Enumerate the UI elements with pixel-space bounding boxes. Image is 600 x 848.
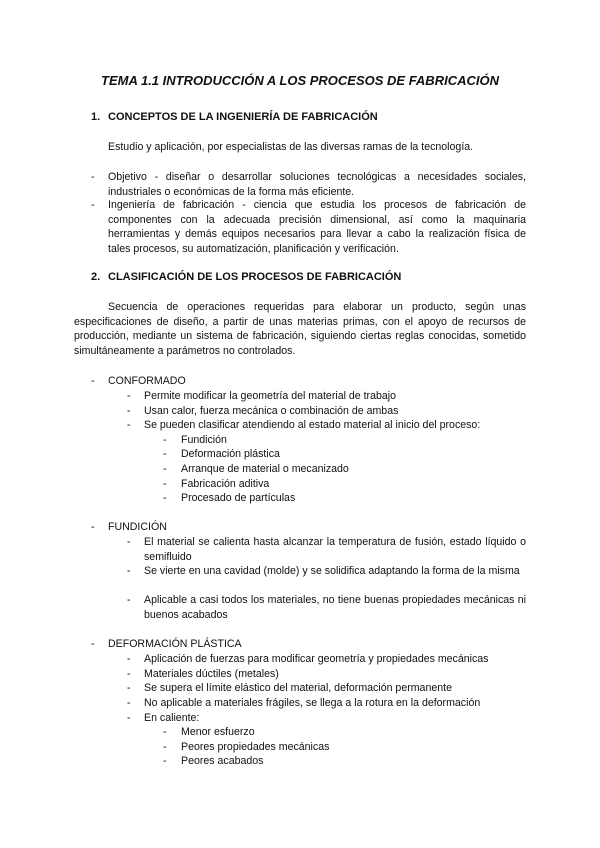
conformado-item: Permite modificar la geometría del material de trabajo: [144, 390, 397, 402]
list-dash: -: [127, 697, 131, 709]
conformado-item: Se pueden clasificar atendiendo al estado material al inicio del proceso:: [144, 419, 481, 431]
deformacion-subitem: Menor esfuerzo: [181, 726, 255, 738]
fundicion-label: FUNDICIÓN: [108, 521, 167, 533]
list-dash: -: [91, 638, 95, 650]
list-dash: -: [163, 755, 167, 767]
list-dash: -: [127, 419, 131, 431]
deformacion-item: Materiales dúctiles (metales): [144, 668, 279, 680]
list-dash: -: [127, 653, 131, 665]
section-2-paragraph: Secuencia de operaciones requeridas para elaborar un producto, según unas especificaciones de diseño, a partir de unas materias primas, con el apoyo de recursos de producción, mediante un sistema de fabricación, siguiendo ciertas reglas conocidas, sometido simultáneamente a parámetros no controlados.: [74, 301, 526, 357]
fundicion-item: Aplicable a casi todos los materiales, no tiene buenas propiedades mecánicas ni buenos acabados: [144, 594, 526, 621]
section-2-number: 2.: [91, 271, 101, 283]
list-dash: -: [163, 448, 167, 460]
list-dash: -: [163, 741, 167, 753]
deformacion-item: No aplicable a materiales frágiles, se llega a la rotura en la deformación: [144, 697, 481, 709]
list-dash: -: [127, 594, 131, 606]
page-title: TEMA 1.1 INTRODUCCIÓN A LOS PROCESOS DE FABRICACIÓN: [101, 73, 499, 88]
conformado-subitem: Procesado de partículas: [181, 492, 296, 504]
conformado-label: CONFORMADO: [108, 375, 186, 387]
conformado-subitem: Fabricación aditiva: [181, 478, 270, 490]
deformacion-label: DEFORMACIÓN PLÁSTICA: [108, 638, 242, 650]
fundicion-item: El material se calienta hasta alcanzar la temperatura de fusión, estado líquido o semifluido: [144, 536, 526, 563]
section-1-intro: Estudio y aplicación, por especialistas de las diversas ramas de la tecnología.: [108, 141, 474, 153]
list-dash: -: [127, 712, 131, 724]
list-dash: -: [127, 682, 131, 694]
bullet-dash: -: [91, 171, 95, 183]
conformado-item: Usan calor, fuerza mecánica o combinación de ambas: [144, 405, 399, 417]
conformado-subitem: Deformación plástica: [181, 448, 280, 460]
deformacion-subitem: Peores propiedades mecánicas: [181, 741, 330, 753]
deformacion-subitem: Peores acabados: [181, 755, 264, 767]
list-dash: -: [127, 536, 131, 548]
deformacion-item: En caliente:: [144, 712, 200, 724]
list-dash: -: [127, 668, 131, 680]
deformacion-item: Se supera el límite elástico del material, deformación permanente: [144, 682, 452, 694]
ingenieria-bullet: Ingeniería de fabricación - ciencia que estudia los procesos de fabricación de componentes con la adecuada precisión dimensional, así como la maquinaria herramientas y demás equipos necesarios para llevar a cabo la realización física de tales procesos, su automatización, planificación y verificación.: [108, 199, 526, 255]
list-dash: -: [127, 390, 131, 402]
list-dash: -: [163, 478, 167, 490]
conformado-subitem: Fundición: [181, 434, 227, 446]
section-1-number: 1.: [91, 111, 101, 123]
list-dash: -: [127, 405, 131, 417]
list-dash: -: [163, 434, 167, 446]
deformacion-item: Aplicación de fuerzas para modificar geometría y propiedades mecánicas: [144, 653, 489, 665]
list-dash: -: [163, 726, 167, 738]
conformado-subitem: Arranque de material o mecanizado: [181, 463, 349, 475]
list-dash: -: [127, 565, 131, 577]
section-2-title: CLASIFICACIÓN DE LOS PROCESOS DE FABRICACIÓN: [108, 271, 402, 283]
list-dash: -: [163, 492, 167, 504]
list-dash: -: [91, 521, 95, 533]
bullet-dash: -: [91, 199, 95, 211]
fundicion-item: Se vierte en una cavidad (molde) y se solidifica adaptando la forma de la misma: [144, 565, 520, 577]
section-1-title: CONCEPTOS DE LA INGENIERÍA DE FABRICACIÓN: [108, 111, 378, 123]
list-dash: -: [163, 463, 167, 475]
list-dash: -: [91, 375, 95, 387]
objetivo-bullet: Objetivo - diseñar o desarrollar soluciones tecnológicas a necesidades sociales, industriales o económicas de la forma más eficiente.: [108, 171, 526, 198]
